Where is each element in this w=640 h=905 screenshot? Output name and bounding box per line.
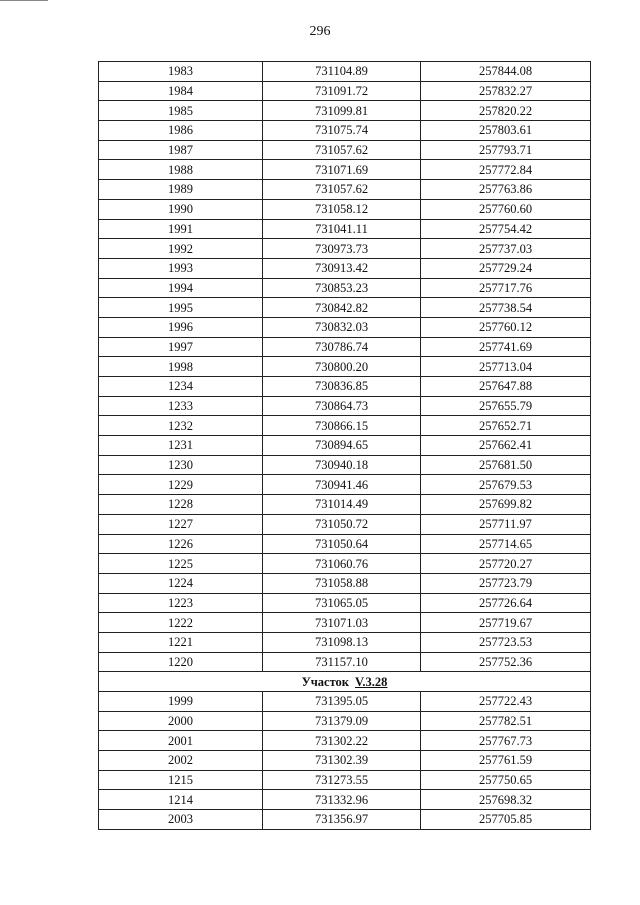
table-row <box>99 219 591 239</box>
x-coordinate-cell: 731041.11 <box>263 219 421 239</box>
section-prefix: Участок <box>301 674 350 689</box>
x-coordinate-cell: 730973.73 <box>263 239 421 259</box>
point-number-cell: 1221 <box>99 632 263 652</box>
x-coordinate-cell: 731058.88 <box>263 573 421 593</box>
table-row <box>99 692 591 712</box>
y-coordinate-cell: 257782.51 <box>421 711 591 731</box>
x-coordinate-cell: 731273.55 <box>263 770 421 790</box>
table-row <box>99 711 591 731</box>
y-coordinate-cell: 257662.41 <box>421 436 591 456</box>
x-coordinate-cell: 731014.49 <box>263 495 421 515</box>
point-number-cell: 1220 <box>99 652 263 672</box>
table-row <box>99 81 591 101</box>
y-coordinate-cell: 257711.97 <box>421 514 591 534</box>
y-coordinate-cell: 257803.61 <box>421 121 591 141</box>
table-row <box>99 278 591 298</box>
y-coordinate-cell: 257723.53 <box>421 632 591 652</box>
coordinates-table-body-top <box>99 62 591 672</box>
table-row <box>99 613 591 633</box>
y-coordinate-cell: 257844.08 <box>421 62 591 82</box>
table-row <box>99 573 591 593</box>
y-coordinate-cell: 257717.76 <box>421 278 591 298</box>
point-number-cell: 1227 <box>99 514 263 534</box>
table-row <box>99 436 591 456</box>
x-coordinate-cell: 730941.46 <box>263 475 421 495</box>
y-coordinate-cell: 257714.65 <box>421 534 591 554</box>
point-number-cell: 1999 <box>99 692 263 712</box>
table-row <box>99 652 591 672</box>
x-coordinate-cell: 730853.23 <box>263 278 421 298</box>
x-coordinate-cell: 731395.05 <box>263 692 421 712</box>
point-number-cell: 1987 <box>99 140 263 160</box>
point-number-cell: 1232 <box>99 416 263 436</box>
x-coordinate-cell: 731075.74 <box>263 121 421 141</box>
point-number-cell: 1991 <box>99 219 263 239</box>
coordinates-table <box>98 61 591 830</box>
y-coordinate-cell: 257760.12 <box>421 317 591 337</box>
point-number-cell: 1984 <box>99 81 263 101</box>
point-number-cell: 1985 <box>99 101 263 121</box>
y-coordinate-cell: 257741.69 <box>421 337 591 357</box>
table-row <box>99 199 591 219</box>
y-coordinate-cell: 257719.67 <box>421 613 591 633</box>
scan-corner-mark <box>0 0 48 3</box>
point-number-cell: 1214 <box>99 790 263 810</box>
point-number-cell: 1998 <box>99 357 263 377</box>
x-coordinate-cell: 731157.10 <box>263 652 421 672</box>
y-coordinate-cell: 257832.27 <box>421 81 591 101</box>
point-number-cell: 1225 <box>99 554 263 574</box>
y-coordinate-cell: 257726.64 <box>421 593 591 613</box>
x-coordinate-cell: 731065.05 <box>263 593 421 613</box>
table-row <box>99 416 591 436</box>
x-coordinate-cell: 730832.03 <box>263 317 421 337</box>
x-coordinate-cell: 731098.13 <box>263 632 421 652</box>
table-row <box>99 239 591 259</box>
y-coordinate-cell: 257752.36 <box>421 652 591 672</box>
x-coordinate-cell: 730786.74 <box>263 337 421 357</box>
point-number-cell: 2003 <box>99 810 263 830</box>
coordinates-table-body-bottom <box>99 692 591 830</box>
x-coordinate-cell: 731050.64 <box>263 534 421 554</box>
table-row <box>99 534 591 554</box>
x-coordinate-cell: 730842.82 <box>263 298 421 318</box>
y-coordinate-cell: 257737.03 <box>421 239 591 259</box>
point-number-cell: 1230 <box>99 455 263 475</box>
table-row <box>99 554 591 574</box>
x-coordinate-cell: 731104.89 <box>263 62 421 82</box>
table-row <box>99 337 591 357</box>
x-coordinate-cell: 731091.72 <box>263 81 421 101</box>
point-number-cell: 1222 <box>99 613 263 633</box>
y-coordinate-cell: 257750.65 <box>421 770 591 790</box>
x-coordinate-cell: 731332.96 <box>263 790 421 810</box>
x-coordinate-cell: 731302.22 <box>263 731 421 751</box>
y-coordinate-cell: 257763.86 <box>421 180 591 200</box>
y-coordinate-cell: 257793.71 <box>421 140 591 160</box>
x-coordinate-cell: 731057.62 <box>263 180 421 200</box>
table-row <box>99 298 591 318</box>
table-row <box>99 514 591 534</box>
y-coordinate-cell: 257713.04 <box>421 357 591 377</box>
y-coordinate-cell: 257647.88 <box>421 377 591 397</box>
point-number-cell: 2001 <box>99 731 263 751</box>
point-number-cell: 1224 <box>99 573 263 593</box>
section-header-row <box>99 672 591 692</box>
y-coordinate-cell: 257655.79 <box>421 396 591 416</box>
x-coordinate-cell: 731071.69 <box>263 160 421 180</box>
x-coordinate-cell: 731058.12 <box>263 199 421 219</box>
x-coordinate-cell: 730913.42 <box>263 258 421 278</box>
table-row <box>99 121 591 141</box>
point-number-cell: 1994 <box>99 278 263 298</box>
point-number-cell: 1986 <box>99 121 263 141</box>
table-row <box>99 258 591 278</box>
table-row <box>99 731 591 751</box>
table-row <box>99 593 591 613</box>
section-code: V.3.28 <box>355 674 388 689</box>
table-row <box>99 160 591 180</box>
table-row <box>99 751 591 771</box>
point-number-cell: 1233 <box>99 396 263 416</box>
x-coordinate-cell: 730836.85 <box>263 377 421 397</box>
y-coordinate-cell: 257772.84 <box>421 160 591 180</box>
x-coordinate-cell: 731050.72 <box>263 514 421 534</box>
x-coordinate-cell: 731302.39 <box>263 751 421 771</box>
point-number-cell: 1223 <box>99 593 263 613</box>
point-number-cell: 1215 <box>99 770 263 790</box>
y-coordinate-cell: 257720.27 <box>421 554 591 574</box>
point-number-cell: 2002 <box>99 751 263 771</box>
point-number-cell: 1990 <box>99 199 263 219</box>
x-coordinate-cell: 731071.03 <box>263 613 421 633</box>
point-number-cell: 1231 <box>99 436 263 456</box>
y-coordinate-cell: 257820.22 <box>421 101 591 121</box>
x-coordinate-cell: 730800.20 <box>263 357 421 377</box>
table-row <box>99 810 591 830</box>
x-coordinate-cell: 730866.15 <box>263 416 421 436</box>
y-coordinate-cell: 257767.73 <box>421 731 591 751</box>
point-number-cell: 1983 <box>99 62 263 82</box>
point-number-cell: 1992 <box>99 239 263 259</box>
point-number-cell: 1988 <box>99 160 263 180</box>
table-row <box>99 180 591 200</box>
y-coordinate-cell: 257723.79 <box>421 573 591 593</box>
point-number-cell: 1995 <box>99 298 263 318</box>
table-row <box>99 357 591 377</box>
x-coordinate-cell: 730894.65 <box>263 436 421 456</box>
x-coordinate-cell: 731356.97 <box>263 810 421 830</box>
y-coordinate-cell: 257738.54 <box>421 298 591 318</box>
table-row <box>99 396 591 416</box>
x-coordinate-cell: 731099.81 <box>263 101 421 121</box>
table-row <box>99 632 591 652</box>
y-coordinate-cell: 257722.43 <box>421 692 591 712</box>
y-coordinate-cell: 257652.71 <box>421 416 591 436</box>
y-coordinate-cell: 257705.85 <box>421 810 591 830</box>
point-number-cell: 1229 <box>99 475 263 495</box>
table-row <box>99 790 591 810</box>
table-row <box>99 317 591 337</box>
x-coordinate-cell: 731057.62 <box>263 140 421 160</box>
table-row <box>99 140 591 160</box>
point-number-cell: 1996 <box>99 317 263 337</box>
table-row <box>99 101 591 121</box>
table-row <box>99 475 591 495</box>
y-coordinate-cell: 257681.50 <box>421 455 591 475</box>
y-coordinate-cell: 257754.42 <box>421 219 591 239</box>
table-row <box>99 455 591 475</box>
x-coordinate-cell: 730940.18 <box>263 455 421 475</box>
point-number-cell: 1234 <box>99 377 263 397</box>
page-number: 296 <box>309 24 331 39</box>
y-coordinate-cell: 257729.24 <box>421 258 591 278</box>
section-header-cell <box>99 672 591 692</box>
point-number-cell: 1989 <box>99 180 263 200</box>
table-row <box>99 770 591 790</box>
point-number-cell: 2000 <box>99 711 263 731</box>
y-coordinate-cell: 257679.53 <box>421 475 591 495</box>
section-header-group <box>99 672 591 692</box>
table-row <box>99 495 591 515</box>
x-coordinate-cell: 730864.73 <box>263 396 421 416</box>
y-coordinate-cell: 257699.82 <box>421 495 591 515</box>
table-row <box>99 62 591 82</box>
point-number-cell: 1993 <box>99 258 263 278</box>
x-coordinate-cell: 731060.76 <box>263 554 421 574</box>
y-coordinate-cell: 257760.60 <box>421 199 591 219</box>
point-number-cell: 1997 <box>99 337 263 357</box>
x-coordinate-cell: 731379.09 <box>263 711 421 731</box>
table-row <box>99 377 591 397</box>
y-coordinate-cell: 257761.59 <box>421 751 591 771</box>
y-coordinate-cell: 257698.32 <box>421 790 591 810</box>
point-number-cell: 1226 <box>99 534 263 554</box>
point-number-cell: 1228 <box>99 495 263 515</box>
